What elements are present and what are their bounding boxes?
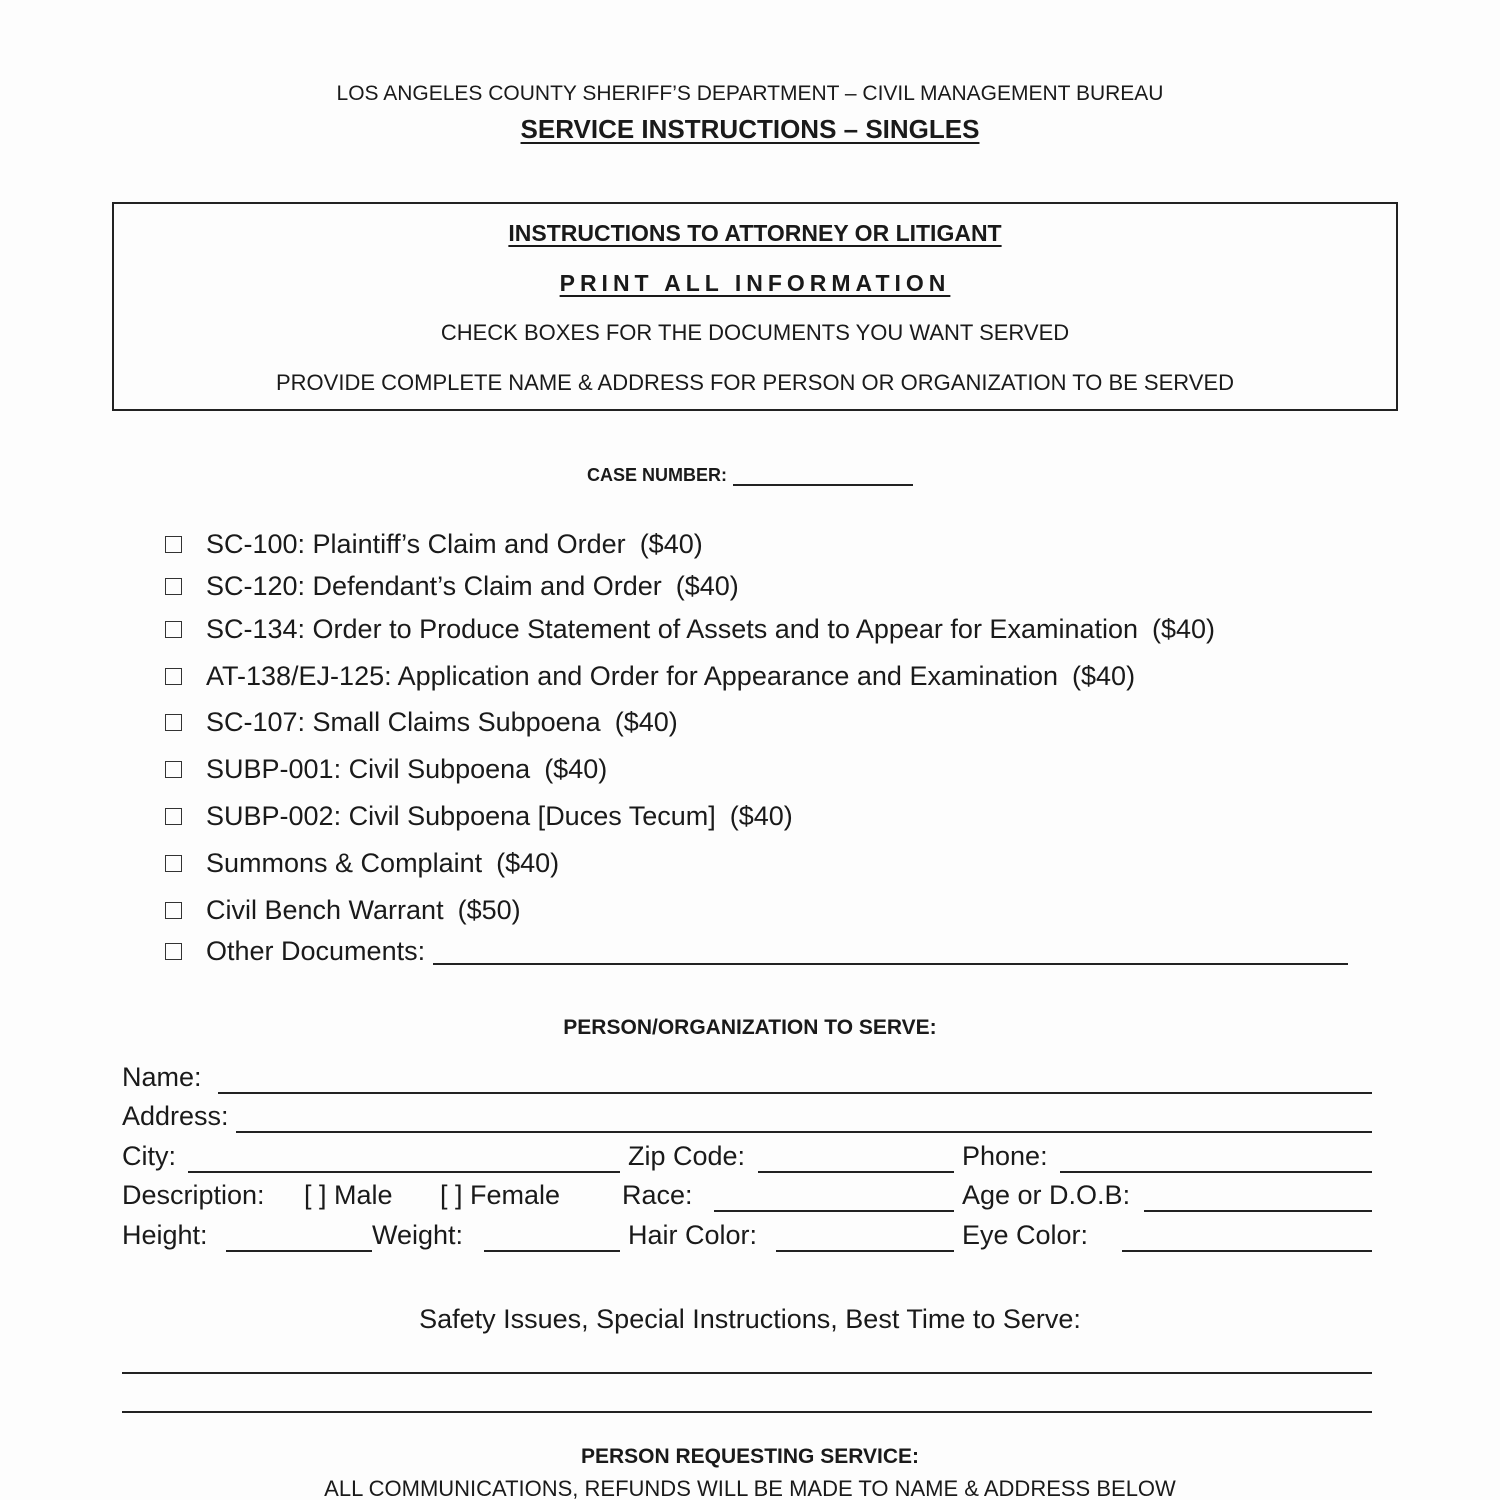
instructions-heading bbox=[114, 220, 1396, 247]
doc-item-subp-001[interactable] bbox=[165, 751, 607, 787]
hair-label: Hair Color: bbox=[628, 1220, 758, 1250]
case-number-label: CASE NUMBER: bbox=[586, 465, 727, 485]
zip-field[interactable] bbox=[758, 1171, 954, 1173]
safety-field-line-1[interactable] bbox=[122, 1372, 1372, 1374]
checkbox[interactable] bbox=[165, 808, 182, 825]
checkbox[interactable] bbox=[165, 855, 182, 872]
height-field[interactable] bbox=[226, 1250, 372, 1252]
checkbox[interactable] bbox=[165, 536, 182, 553]
description-row bbox=[122, 1180, 1372, 1214]
requester-heading: PERSON REQUESTING SERVICE: bbox=[580, 1445, 919, 1468]
checkbox[interactable] bbox=[165, 761, 182, 778]
doc-item-summons[interactable] bbox=[165, 845, 559, 881]
eye-field[interactable] bbox=[1122, 1250, 1372, 1252]
department-name: LOS ANGELES COUNTY SHERIFF’S DEPARTMENT – CIVIL MANAGEMENT BUREAU bbox=[336, 82, 1164, 105]
height-label: Height: bbox=[122, 1220, 208, 1250]
address-row bbox=[122, 1101, 1372, 1135]
doc-fee: ($40) bbox=[639, 528, 703, 559]
address-field[interactable] bbox=[236, 1131, 1372, 1133]
doc-label: AT-138/EJ-125: Application and Order for Appearance and Examination bbox=[206, 660, 1059, 691]
city-field[interactable] bbox=[188, 1171, 620, 1173]
doc-label: SC-134: Order to Produce Statement of Assets and to Appear for Examination bbox=[206, 613, 1139, 644]
name-field[interactable] bbox=[218, 1092, 1372, 1094]
name-label: Name: bbox=[122, 1062, 202, 1092]
doc-fee: ($40) bbox=[1072, 660, 1136, 691]
doc-item-sc-134[interactable] bbox=[165, 611, 1215, 647]
print-all-heading bbox=[114, 270, 1396, 297]
doc-label: SC-107: Small Claims Subpoena bbox=[206, 706, 601, 737]
doc-item-sc-100[interactable] bbox=[165, 526, 703, 562]
instructions-box bbox=[112, 202, 1398, 411]
zip-label: Zip Code: bbox=[628, 1141, 746, 1171]
doc-fee: ($40) bbox=[1152, 613, 1216, 644]
doc-fee: ($50) bbox=[457, 894, 521, 925]
doc-item-sc-120[interactable] bbox=[165, 568, 739, 604]
physical-row bbox=[122, 1220, 1372, 1254]
doc-item-sc-107[interactable] bbox=[165, 704, 678, 740]
age-field[interactable] bbox=[1144, 1210, 1372, 1212]
check-boxes-instruction: CHECK BOXES FOR THE DOCUMENTS YOU WANT SERVED bbox=[440, 320, 1070, 345]
other-documents-field[interactable] bbox=[433, 937, 1348, 965]
race-field[interactable] bbox=[714, 1210, 954, 1212]
doc-item-at-138[interactable] bbox=[165, 658, 1135, 694]
doc-label: SUBP-002: Civil Subpoena [Duces Tecum] bbox=[206, 800, 716, 831]
phone-label: Phone: bbox=[962, 1141, 1048, 1171]
doc-label: SUBP-001: Civil Subpoena bbox=[206, 753, 531, 784]
doc-item-subp-002[interactable] bbox=[165, 798, 793, 834]
requester-note: ALL COMMUNICATIONS, REFUNDS WILL BE MADE TO NAME & ADDRESS BELOW bbox=[324, 1476, 1176, 1500]
safety-field-line-2[interactable] bbox=[122, 1411, 1372, 1413]
city-row bbox=[122, 1141, 1372, 1175]
phone-field[interactable] bbox=[1060, 1171, 1372, 1173]
instructions-heading-text: INSTRUCTIONS TO ATTORNEY OR LITIGANT bbox=[508, 220, 1002, 246]
doc-label: Summons & Complaint bbox=[206, 847, 483, 878]
weight-field[interactable] bbox=[484, 1250, 620, 1252]
weight-label: Weight: bbox=[372, 1220, 464, 1250]
male-option[interactable]: [ ] Male bbox=[304, 1180, 393, 1210]
address-label: Address: bbox=[122, 1101, 229, 1131]
case-number-row bbox=[0, 465, 1500, 486]
eye-label: Eye Color: bbox=[962, 1220, 1089, 1250]
female-option[interactable]: [ ] Female bbox=[440, 1180, 561, 1210]
name-row bbox=[122, 1062, 1372, 1096]
case-number-field[interactable] bbox=[733, 466, 913, 486]
form-title-text: SERVICE INSTRUCTIONS – SINGLES bbox=[520, 114, 980, 144]
checkbox[interactable] bbox=[165, 943, 182, 960]
doc-fee: ($40) bbox=[614, 706, 678, 737]
doc-fee: ($40) bbox=[729, 800, 793, 831]
doc-label: Civil Bench Warrant bbox=[206, 894, 444, 925]
checkbox[interactable] bbox=[165, 902, 182, 919]
city-label: City: bbox=[122, 1141, 176, 1171]
doc-fee: ($40) bbox=[544, 753, 608, 784]
other-documents-label: Other Documents: bbox=[206, 935, 426, 966]
doc-label: SC-100: Plaintiff’s Claim and Order bbox=[206, 528, 626, 559]
doc-fee: ($40) bbox=[496, 847, 560, 878]
doc-item-other[interactable] bbox=[165, 933, 1348, 969]
doc-item-bench-warrant[interactable] bbox=[165, 892, 521, 928]
age-label: Age or D.O.B: bbox=[962, 1180, 1131, 1210]
doc-label: SC-120: Defendant’s Claim and Order bbox=[206, 570, 662, 601]
print-all-text: PRINT ALL INFORMATION bbox=[559, 270, 951, 296]
form-title bbox=[0, 114, 1500, 145]
checkbox[interactable] bbox=[165, 668, 182, 685]
safety-label: Safety Issues, Special Instructions, Best Time to Serve: bbox=[419, 1304, 1081, 1334]
checkbox[interactable] bbox=[165, 578, 182, 595]
description-label: Description: bbox=[122, 1180, 265, 1210]
race-label: Race: bbox=[622, 1180, 693, 1210]
hair-field[interactable] bbox=[776, 1250, 954, 1252]
provide-address-instruction: PROVIDE COMPLETE NAME & ADDRESS FOR PERSON OR ORGANIZATION TO BE SERVED bbox=[276, 370, 1234, 395]
checkbox[interactable] bbox=[165, 714, 182, 731]
serve-heading: PERSON/ORGANIZATION TO SERVE: bbox=[563, 1016, 937, 1039]
doc-fee: ($40) bbox=[675, 570, 739, 601]
checkbox[interactable] bbox=[165, 621, 182, 638]
